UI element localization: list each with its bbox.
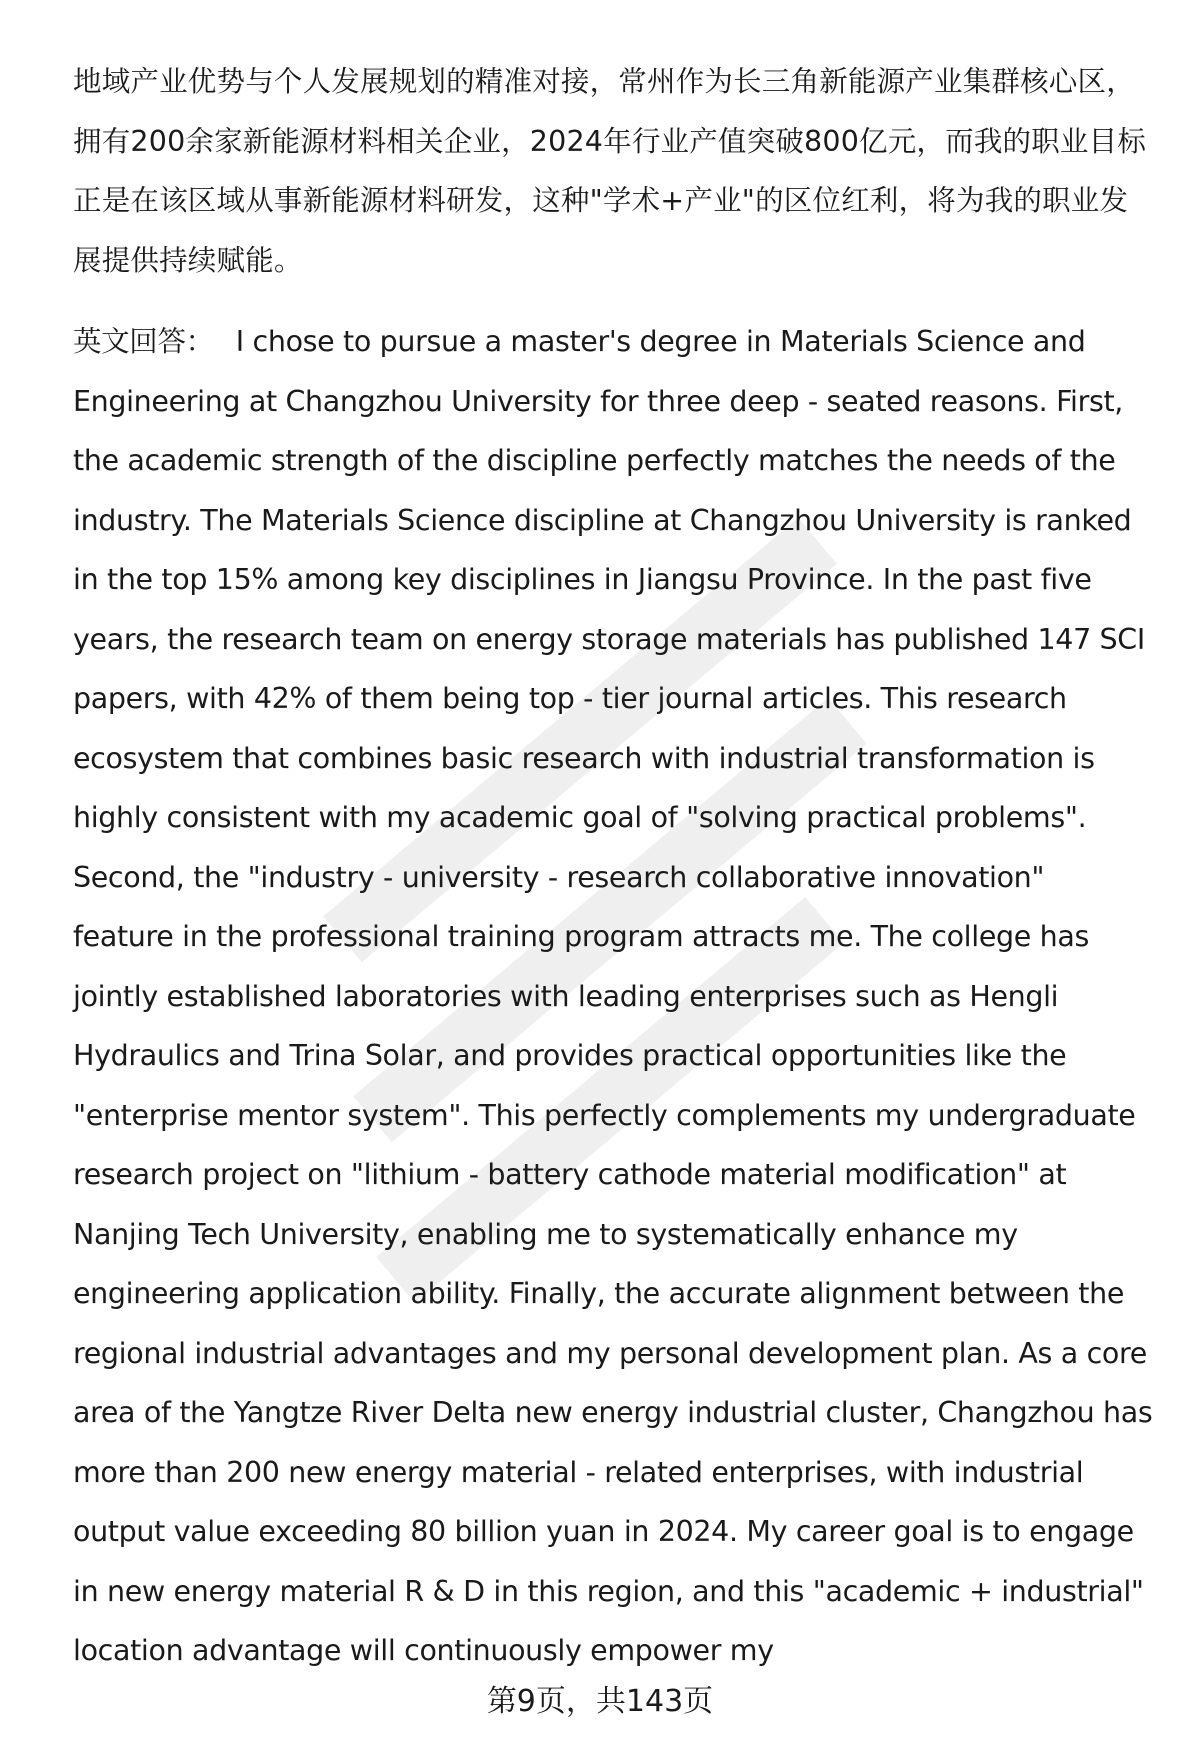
english-answer-text: I chose to pursue a master's degree in Materials Science and Engineering at Changzhou University for three deep - seated reasons. First, the academic strength of the discipline perfectly matches the needs of the industry. The Materials Science discipline at Changzhou University is ranked in the top 15% among key disciplines in Jiangsu Province. In the past five years, the research team on energy storage materials has published 147 SCI papers, with 42% of them being top - tier journal articles. This research ecosystem that combines basic research with industrial transformation is highly consistent with my academic goal of "solving practical problems". Second, the "industry - university - research collaborative innovation" feature in the professional training program attracts me. The college has jointly established laboratories with leading enterprises such as Hengli Hydraulics and Trina Solar, and provides practical opportunities like the "enterprise mentor system". This perfectly complements my undergraduate research project on "lithium - battery cathode material modification" at Nanjing Tech University, enabling me to systematically enhance my engineering application ability. Finally, the accurate alignment between the regional industrial advantages and my personal development plan. As a core area of the Yangtze River Delta new energy industrial cluster, Changzhou has more than 200 new energy material - related enterprises, with industrial output value exceeding 80 billion yuan in 2024. My career goal is to engage in new energy material R & D in this region, and this "academic + industrial" location advantage will continuously empower my bbox=[73, 325, 1153, 1667]
answer-label: 英文回答： bbox=[73, 325, 214, 358]
chinese-answer-tail: 地域产业优势与个人发展规划的精准对接，常州作为长三角新能源产业集群核心区，拥有200余家新能源材料相关企业，2024年行业产值突破800亿元，而我的职业目标正是在该区域从事新能源材料研发，这种"学术+产业"的区位红利，将为我的职业发展提供持续赋能。 bbox=[73, 65, 1147, 277]
english-answer-paragraph bbox=[73, 312, 1153, 1681]
page-indicator: 第9页，共143页 bbox=[486, 1684, 714, 1719]
document-page bbox=[73, 52, 1153, 1681]
